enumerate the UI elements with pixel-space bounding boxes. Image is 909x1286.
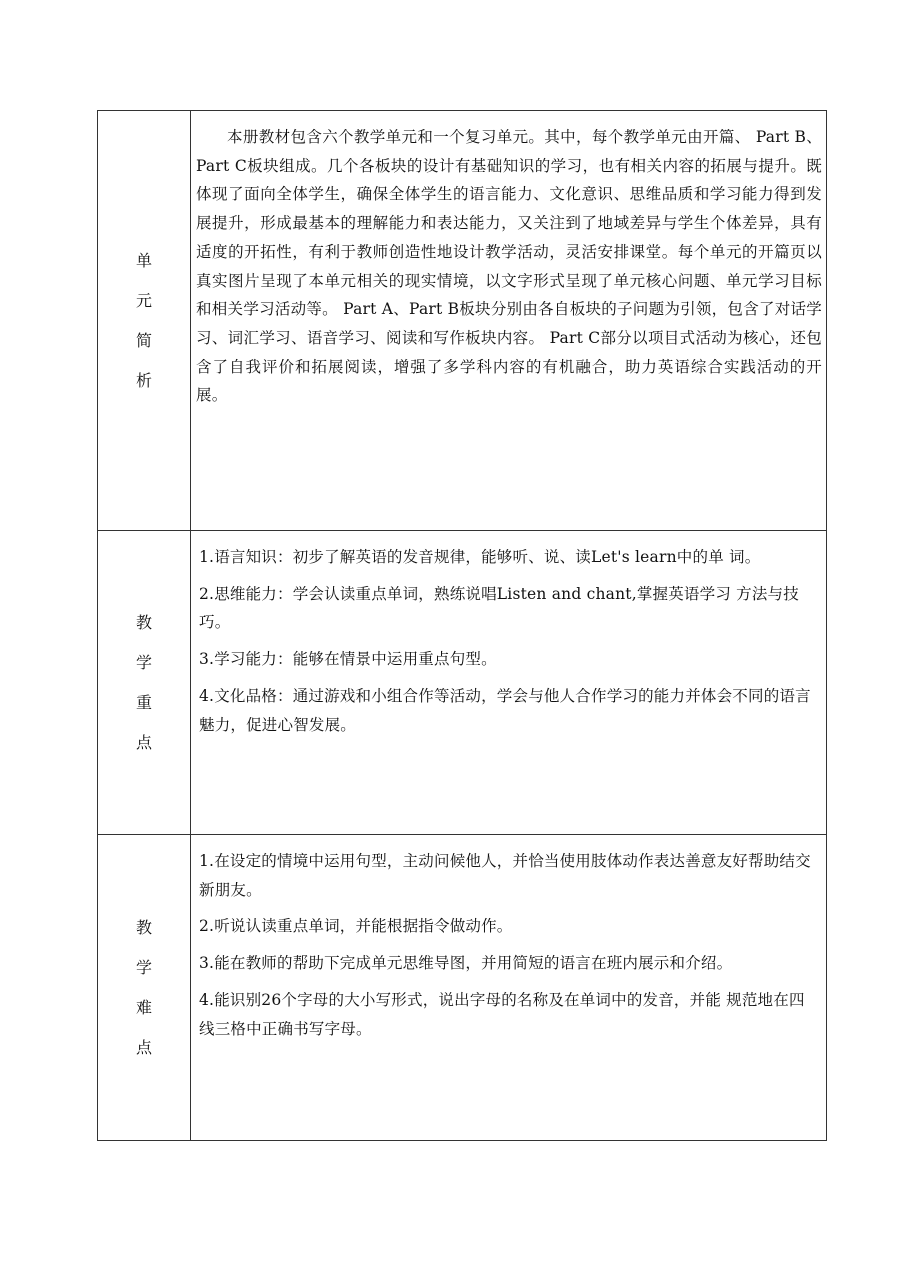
teaching-focus-item-3: 3.学习能力：能够在情景中运用重点句型。 xyxy=(199,650,497,669)
teaching-difficulty-item-2: 2.听说认读重点单词，并能根据指令做动作。 xyxy=(199,917,513,936)
teaching-difficulty-item-3: 3.能在教师的帮助下完成单元思维导图，并用简短的语言在班内展示和介绍。 xyxy=(199,954,733,973)
lesson-plan-table xyxy=(97,110,827,1141)
teaching-focus-label: 教学重点 xyxy=(136,612,153,752)
teaching-difficulty-item-1: 1.在设定的情境中运用句型，主动问候他人，并恰当使用肢体动作表达善意友好帮助结交新朋友。 xyxy=(199,852,811,899)
teaching-difficulty-item-4: 4.能识别26个字母的大小写形式，说出字母的名称及在单词中的发音，并能 规范地在四线三格中正确书写字母。 xyxy=(199,990,805,1038)
teaching-difficulty-label: 教学难点 xyxy=(136,917,153,1057)
unit-analysis-paragraph: 本册教材包含六个教学单元和一个复习单元。其中，每个教学单元由开篇、 Part B、Part C板块组成。几个各板块的设计有基础知识的学习，也有相关内容的拓展与提升。既体现了面向全体学生，确保全体学生的语言能力、文化意识、思维品质和学习能力得到发展提升，形成最基本的理解能力和表达能力，又关注到了地域差异与学生个体差异，具有适度的开拓性，有利于教师创造性地设计教学活动，灵活安排课堂。每个单元的开篇页以真实图片呈现了本单元相关的现实情境，以文字形式呈现了单元核心问题、单元学习目标和相关学习活动等。 Part A、Part B板块分别由各自板块的子问题为引领，包含了对话学习、词汇学习、语音学习、阅读和写作板块内容。 Part C部分以项目式活动为核心，还包含了自我评价和拓展阅读，增强了多学科内容的有机融合，助力英语综合实践活动的开展。 xyxy=(196,128,822,405)
teaching-difficulty-list xyxy=(191,835,826,1043)
teaching-focus-item-1: 1.语言知识：初步了解英语的发音规律，能够听、说、读Let's learn中的单 词。 xyxy=(199,548,761,566)
teaching-focus-label-cell xyxy=(98,531,191,835)
teaching-difficulty-row xyxy=(98,835,827,1141)
unit-analysis-content-cell xyxy=(191,111,827,531)
unit-analysis-label: 单元简析 xyxy=(136,250,153,390)
teaching-focus-item-4: 4.文化品格：通过游戏和小组合作等活动，学会与他人合作学习的能力并体会不同的语言魅力，促进心智发展。 xyxy=(199,686,811,734)
teaching-difficulty-label-cell xyxy=(98,835,191,1141)
unit-analysis-row xyxy=(98,111,827,531)
teaching-focus-item-2: 2.思维能力：学会认读重点单词，熟练说唱Listen and chant,掌握英语学习 方法与技巧。 xyxy=(199,584,799,632)
unit-analysis-label-cell xyxy=(98,111,191,531)
teaching-difficulty-content-cell xyxy=(191,835,827,1141)
teaching-focus-row xyxy=(98,531,827,835)
teaching-focus-list xyxy=(191,531,826,739)
teaching-focus-content-cell xyxy=(191,531,827,835)
